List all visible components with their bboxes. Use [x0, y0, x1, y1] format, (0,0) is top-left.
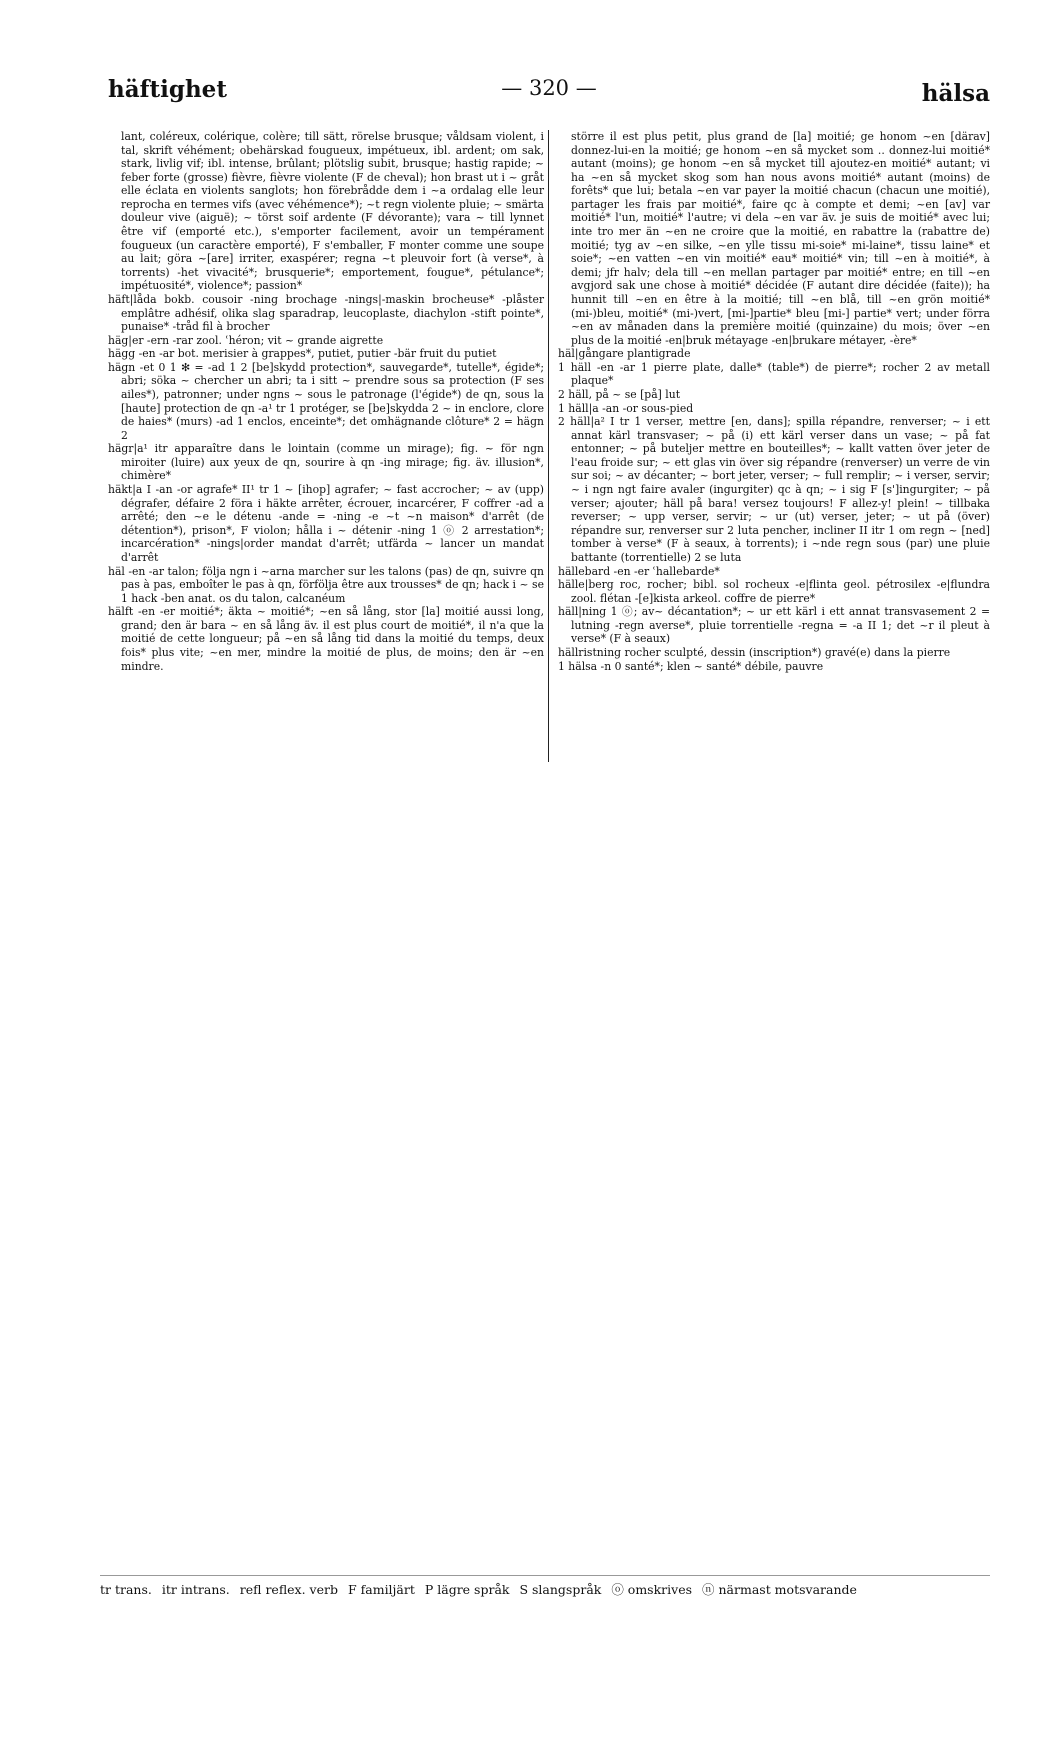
entry: 2 häll|a² I tr 1 verser, mettre [en, dans]; spilla répandre, renverser; ~ i ett annat kärl transvaser; ~ på (i) ett kärl verser dans un vase; ~ på fat entonner; ~ på buteljer mettre en bouteilles*; ~ kallt vatten över jeter de l'eau froide sur; ~ ett glas vin över sig répandre (renverser) un verre de vin sur soi; ~ av décanter; ~ bort jeter, verser; ~ full remplir; ~ i verser, servir; ~ i ngn ngt faire avaler (ingurgiter) qc à qn; ~ i sig F [s']ingurgiter; ~ på verser; ajouter; häll på bara! versez toujours! F allez-y! plein! ~ tillbaka reverser; ~ upp verser, servir; ~ ur (ut) verser, jeter; ~ ut på (över) répandre sur, renverser sur 2 luta pencher, incliner II itr 1 om regn ~ [ned] tomber à verse* (F à seaux, à torrents); i ~nde regn sous (par) une pluie battante (torrentielle) 2 se luta: [558, 415, 990, 564]
legend-item: ⓞ omskrives: [611, 1582, 693, 1597]
column-divider: [548, 130, 549, 762]
entry: häl -en -ar talon; följa ngn i ~arna marcher sur les talons (pas) de qn, suivre qn pas à pas, emboîter le pas à qn, förfölja être aux trousses* de qn; hack i ~ se 1 hack -ben anat. os du talon, calcanéum: [108, 564, 544, 605]
entry: hägr|a¹ itr apparaître dans le lointain (comme un mirage); fig. ~ för ngn miroiter (luire) aux yeux de qn, sourire à qn -ing mirage; fig. äv. illusion*, chimère*: [108, 442, 544, 483]
entry: häft|låda bokb. cousoir -ning brochage -nings|-maskin brocheuse* -plåster emplâtre adhésif, olika slag sparadrap, leucoplaste, diachylon -stift pointe*, punaise* -tråd fil à brocher: [108, 292, 544, 334]
legend-item: S slangspråk: [519, 1582, 602, 1597]
entry: häl|gångare plantigrade: [558, 347, 691, 361]
legend-item: P lägre språk: [424, 1582, 510, 1597]
legend-item: ⓝ närmast motsvarande: [702, 1582, 857, 1597]
entry: 1 häll -en -ar 1 pierre plate, dalle* (table*) de pierre*; rocher 2 av metall plaque*: [558, 360, 990, 388]
legend-item: F familjärt: [347, 1582, 415, 1597]
legend-item: refl reflex. verb: [239, 1582, 338, 1597]
entry: häkt|a I -an -or agrafe* II¹ tr 1 ~ [ihop] agrafer; ~ fast accrocher; ~ av (upp) dégrafer, défaire 2 föra i häkte arrêter, écrouer, incarcérer, F coffrer -ad a arrêté; den ~e le détenu -ande = -ning -e ~t ~n maison* d'arrêt (de détention*), prison*, F violon; hålla i ~ détenir -ning 1 ⓞ 2 arrestation*; incarcération* -nings|order mandat d'arrêt; utfärda ~ lancer un mandat d'arrêt: [108, 483, 544, 564]
entry: större il est plus petit, plus grand de [la] moitié; ge honom ~en [därav] donnez-lui-en la moitié; ge honom ~en så mycket som .. donnez-lui moitié* autant (moins); ge honom ~en så mycket till ajoutez-en moitié* autant; vi ha ~en så mycket skog som han nous avons moitié* autant (moins) de forêts* que lui; betala ~en var payer la moitié chacun (chacun une moitié), partager les frais par moitié*, faire qc à compte et demi; ~en [av] var moitié* l'un, moitié* l'autre; vi dela ~en var äv. je suis de moitié* avec lui; inte tro mer än ~en ne croire que la moitié, en rabattre la (rabattre de) moitié; tyg av ~en silke, ~en ylle tissu mi-soie* mi-laine*, tissu laine* et soie*; ~en vatten ~en vin moitié* eau* moitié* vin; till ~en à moitié*, à demi; jfr halv; dela till ~en mellan partager par moitié* entre; en till ~en avgjord sak une chose à moitié* décidée (F autant dire décidée (faite)); ha hunnit till ~en en être à la moitié; till ~en blå, till ~en grön moitié* (mi-)bleu, moitié* (mi-)vert, [mi-]partie* bleu [mi-] partie* vert; under förra ~en av månaden dans la première moitié (quinzaine) du mois; över ~en plus de la moitié -en|bruk métayage -en|brukare métayer, -ère*: [571, 130, 990, 347]
entry: hälle|berg roc, rocher; bibl. sol rocheux -e|flinta geol. pétrosilex -e|flundra zool. flétan -[e]kista arkeol. coffre de pierre*: [558, 578, 990, 605]
left-column: [108, 130, 544, 1755]
legend-item: itr intrans.: [161, 1582, 230, 1597]
entry: 1 hälsa -n 0 santé*; klen ~ santé* débile, pauvre: [558, 659, 824, 673]
right-column: [558, 130, 990, 1755]
entry: hällristning rocher sculpté, dessin (inscription*) gravé(e) dans la pierre: [558, 645, 951, 659]
entry: häll|ning 1 ⓞ; av~ décantation*; ~ ur ett kärl i ett annat transvasement 2 = lutning -regn averse*, pluie torrentielle -regna = -a II 1; det ~r il pleut à verse* (F à seaux): [558, 605, 990, 646]
page-number: — 320 —: [501, 76, 597, 100]
abbreviation-legend: [100, 1575, 990, 1602]
legend-item: tr trans.: [100, 1582, 152, 1597]
entry: lant, coléreux, colérique, colère; till sätt, rörelse brusque; våldsam violent, i tal, skrift véhément; obehärskad fougueux, impétueux, ibl. ardent; om sak, stark, livlig vif; ibl. intense, brûlant; plötslig subit, brusque; hastig rapide; ~ feber forte (grosse) fièvre, fièvre violente (F de cheval); hon brast ut i ~ gråt elle éclata en violents sanglots; hon förebrådde dem i ~a ordalag elle leur reprocha en termes vifs (avec véhémence*); ~t regn violente pluie; ~ smärta douleur vive (aiguë); ~ törst soif ardente (F dévorante); vara ~ till lynnet être vif (emporté etc.), s'emporter facilement, avoir un tempérament fougueux (un caractère emporté), F s'emballer, F monter comme une soupe au lait; göra ~[are] irriter, exaspérer; regna ~t pleuvoir fort (à verse*, à torrents) -het vivacité*; brusquerie*; emportement, fougue*, pétulance*; impétuosité*, violence*; passion*: [121, 130, 544, 293]
entry: hälft -en -er moitié*; äkta ~ moitié*; ~en så lång, stor [la] moitié aussi long, grand; den är bara ~ en så lång äv. il est plus court de moitié*, il n'a que la moitié de cette longueur; på ~en så lång tid dans la moitié du temps, deux fois* plus vite; ~en mer, mindre la moitié de plus, de moins; den är ~en mindre.: [108, 605, 544, 673]
entry: hällebard -en -er ʿhallebarde*: [558, 564, 720, 578]
entry: 1 häll|a -an -or sous-pied: [558, 401, 694, 415]
entry: 2 häll, på ~ se [på] lut: [558, 387, 681, 401]
guide-word-right: hälsa: [921, 80, 990, 107]
entry: hägn -et 0 1 ✻ = -ad 1 2 [be]skydd protection*, sauvegarde*, tutelle*, égide*; abri; söka ~ chercher un abri; ta i sitt ~ prendre sous sa protection (F ses ailes*), patronner; under ngns ~ sous le patronage (l'égide*) de qn, sous la [haute] protection de qn -a¹ tr 1 protéger, se [be]skydda 2 ~ in enclore, clore de haies* (murs) -ad 1 enclos, enceinte*; det omhägnande clôture* 2 = hägn 2: [108, 360, 544, 442]
guide-word-left: häftighet: [108, 76, 227, 103]
page-header: [108, 76, 990, 116]
entry: hägg -en -ar bot. merisier à grappes*, putiet, putier -bär fruit du putiet: [108, 347, 497, 361]
entry: häg|er -ern -rar zool. ʿhéron; vit ~ grande aigrette: [108, 333, 384, 347]
